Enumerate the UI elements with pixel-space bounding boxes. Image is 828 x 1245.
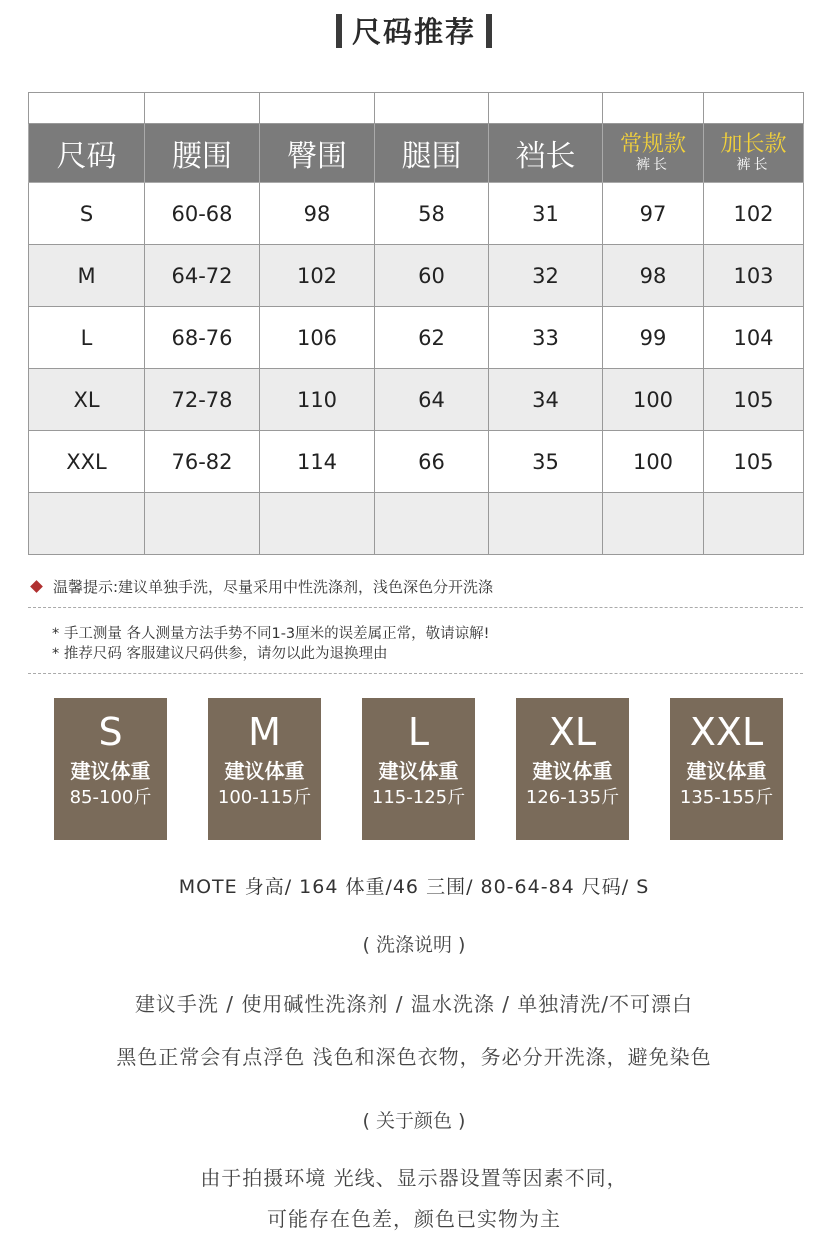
table-cell: 100	[603, 369, 704, 431]
title-bar-right	[486, 14, 492, 48]
table-cell: 72-78	[145, 369, 260, 431]
title-bar-left	[336, 14, 342, 48]
card-label: 建议体重	[224, 759, 305, 783]
table-row	[29, 369, 804, 431]
table-cell: 34	[489, 369, 603, 431]
table-cell: 102	[260, 245, 375, 307]
table-top-spacer	[29, 93, 804, 124]
card-size: M	[248, 710, 281, 754]
header-size: 尺码	[29, 124, 145, 183]
title-text: 尺码推荐	[351, 15, 476, 49]
size-chart-table	[28, 92, 804, 555]
card-label: 建议体重	[378, 759, 459, 783]
table-empty-row	[29, 493, 804, 555]
diamond-bullet-icon	[30, 580, 43, 593]
table-row	[29, 307, 804, 369]
table-cell: 114	[260, 431, 375, 493]
table-cell: 62	[375, 307, 489, 369]
table-cell: 97	[603, 183, 704, 245]
weight-card-s	[54, 698, 167, 840]
color-line-2: 可能存在色差，颜色已实物为主	[267, 1207, 561, 1231]
card-weight-range: 85-100斤	[69, 787, 152, 808]
table-cell: 31	[489, 183, 603, 245]
page-title	[0, 10, 828, 52]
divider	[28, 607, 803, 608]
table-cell: 110	[260, 369, 375, 431]
table-cell: M	[29, 245, 145, 307]
table-cell: 100	[603, 431, 704, 493]
card-size: L	[407, 710, 430, 754]
header-long-length	[704, 124, 804, 183]
divider	[28, 673, 803, 674]
regular-length-label: 裤长	[636, 157, 670, 173]
table-cell: 64-72	[145, 245, 260, 307]
header-rise: 裆长	[489, 124, 603, 183]
table-cell: 102	[704, 183, 804, 245]
table-row	[29, 245, 804, 307]
table-cell: L	[29, 307, 145, 369]
long-style-label: 加长款	[720, 132, 787, 157]
table-cell: 105	[704, 369, 804, 431]
weight-cards	[54, 698, 784, 840]
table-cell: 33	[489, 307, 603, 369]
table-cell: 99	[603, 307, 704, 369]
table-cell: 103	[704, 245, 804, 307]
header-hip: 臀围	[260, 124, 375, 183]
header-waist: 腰围	[145, 124, 260, 183]
weight-card-l	[362, 698, 475, 840]
color-heading: ( 关于颜色 )	[362, 1110, 466, 1132]
table-cell: 76-82	[145, 431, 260, 493]
card-weight-range: 126-135斤	[525, 787, 620, 808]
table-cell: 68-76	[145, 307, 260, 369]
card-weight-range: 100-115斤	[217, 787, 312, 808]
card-label: 建议体重	[70, 759, 151, 783]
table-row	[29, 431, 804, 493]
table-cell: 60	[375, 245, 489, 307]
table-cell: S	[29, 183, 145, 245]
table-cell: 98	[260, 183, 375, 245]
table-cell: 32	[489, 245, 603, 307]
table-cell: 104	[704, 307, 804, 369]
card-size: S	[98, 710, 123, 754]
table-row	[29, 183, 804, 245]
wash-heading: ( 洗涤说明 )	[362, 934, 466, 956]
size-note: * 推荐尺码 客服建议尺码供参，请勿以此为退换理由	[52, 646, 388, 662]
color-line-1: 由于拍摄环境 光线、显示器设置等因素不同，	[200, 1166, 628, 1190]
care-tip-text: 温馨提示:建议单独手洗，尽量采用中性洗涤剂，浅色深色分开洗涤	[53, 578, 494, 596]
table-cell: 58	[375, 183, 489, 245]
card-label: 建议体重	[532, 759, 613, 783]
table-cell: 66	[375, 431, 489, 493]
weight-card-m	[208, 698, 321, 840]
weight-card-xxl	[670, 698, 783, 840]
table-cell: 60-68	[145, 183, 260, 245]
model-info: MOTE 身高/ 164 体重/46 三围/ 80-64-84 尺码/ S	[178, 876, 650, 898]
weight-card-xl	[516, 698, 629, 840]
table-header-row	[29, 124, 804, 183]
card-size: XL	[548, 710, 597, 754]
table-cell: XL	[29, 369, 145, 431]
measure-note: * 手工测量 各人测量方法手势不同1-3厘米的误差属正常，敬请谅解!	[52, 626, 490, 642]
table-cell: XXL	[29, 431, 145, 493]
table-cell: 35	[489, 431, 603, 493]
long-length-label: 裤长	[736, 157, 771, 173]
card-size: XXL	[689, 710, 764, 754]
table-cell: 98	[603, 245, 704, 307]
card-weight-range: 135-155斤	[679, 787, 774, 808]
table-cell: 105	[704, 431, 804, 493]
header-thigh: 腿围	[375, 124, 489, 183]
regular-style-label: 常规款	[619, 132, 686, 157]
card-label: 建议体重	[686, 759, 767, 783]
care-tip	[32, 576, 493, 597]
wash-line-1: 建议手洗 / 使用碱性洗涤剂 / 温水洗涤 / 单独清洗/不可漂白	[134, 992, 694, 1016]
wash-line-2: 黑色正常会有点浮色 浅色和深色衣物，务必分开洗涤，避免染色	[116, 1045, 712, 1069]
card-weight-range: 115-125斤	[371, 787, 466, 808]
table-cell: 106	[260, 307, 375, 369]
table-cell: 64	[375, 369, 489, 431]
header-regular-length	[603, 124, 704, 183]
